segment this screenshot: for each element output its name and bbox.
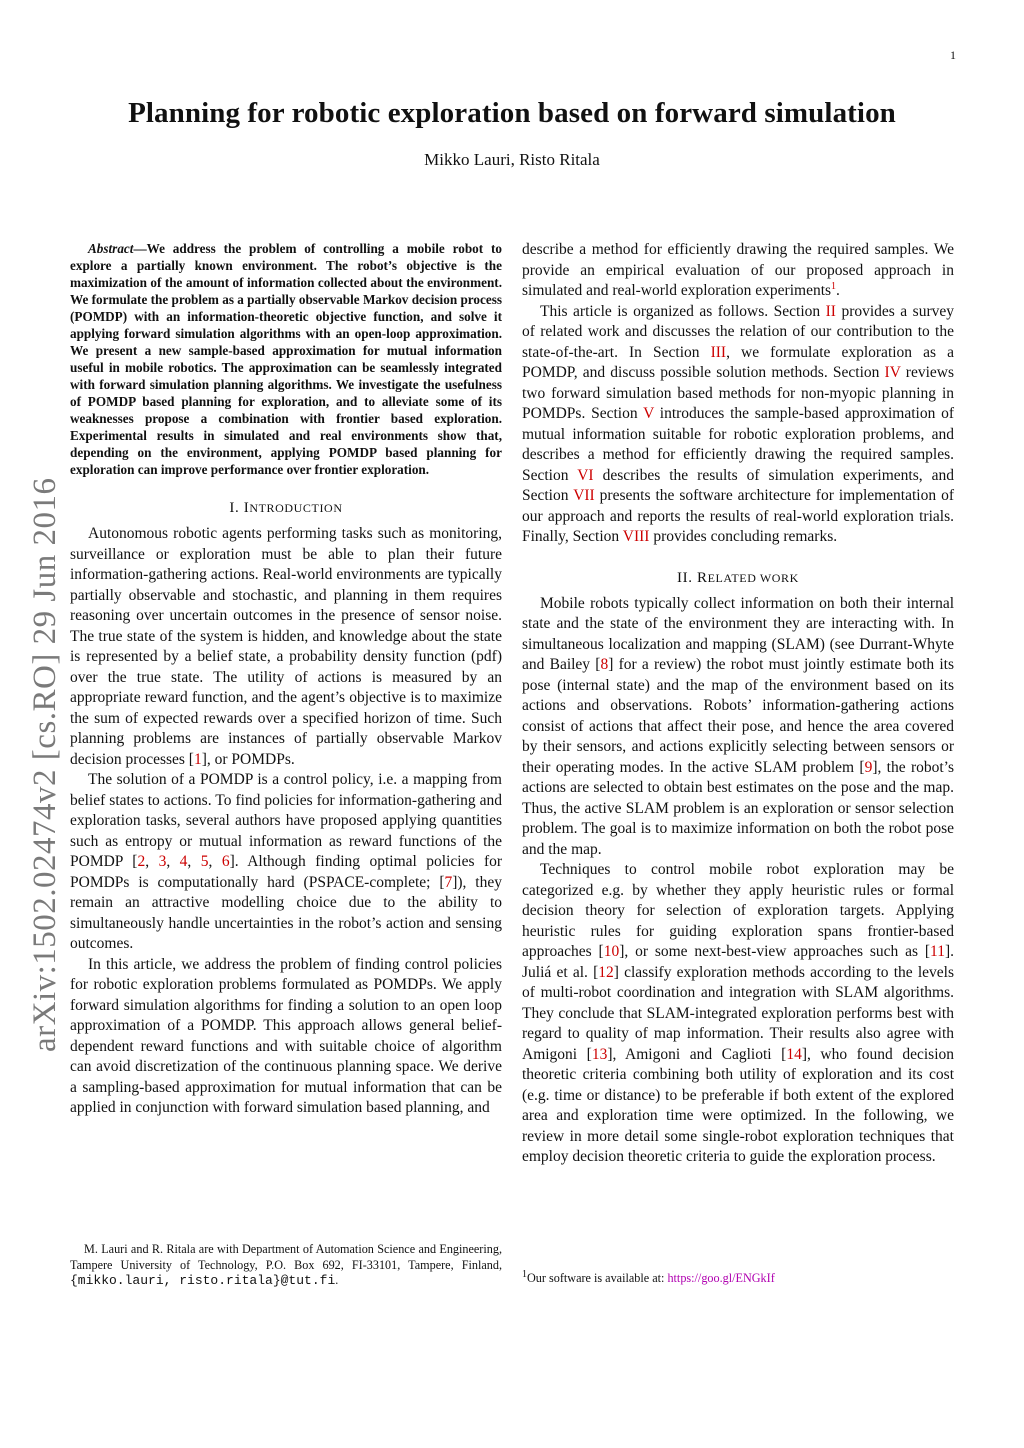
section-link[interactable]: VI xyxy=(577,466,594,484)
right-column xyxy=(522,240,954,1168)
section-link[interactable]: III xyxy=(710,343,727,361)
software-footnote: $^1$Our software is available at: https://goo.gl/ENGkIf xyxy=(522,1268,775,1285)
citation-link[interactable]: 6 xyxy=(221,853,230,870)
footnote-marker[interactable]: 1 xyxy=(831,280,837,292)
citation-link[interactable]: 9 xyxy=(864,758,873,776)
citation-link[interactable]: 1 xyxy=(193,750,202,768)
abstract-dash: — xyxy=(133,241,147,256)
citation-link[interactable]: 3 xyxy=(158,853,167,870)
citation-link[interactable]: 2 xyxy=(137,853,146,870)
intro-paragraph-2: The solution of a POMDP is a control policy, i.e. a mapping from belief states to actions. To find policies for information-gathering and exploration tasks, several authors have proposed applying quantities such as entropy or mutual information as reward functions of the POMDP [2, 3, 4, 5, 6]. Although finding optimal policies for POMDPs is computationally hard (PSPACE-complete; [7]), they remain an attractive modelling choice due to the ability to simultaneously handle uncertainties in the robot’s action and sensing outcomes. xyxy=(70,771,503,952)
related-work-paragraph-1: Mobile robots typically collect information on both their internal state and the state of the environment they are interacting with. In simultaneous localization and mapping (SLAM) (see Durrant-Whyte and Bailey [8] for a review) the robot must jointly estimate both its pose (internal state) and the map of the environment based on its actions and observations. Robots’ information-gathering actions consist of actions that affect their pose, and hence the area covered by their sensors, and actions explicitly selecting between sensors or their operating modes. In the active SLAM problem [9], the robot’s actions are selected to obtain best estimates on the pose and the map. Thus, the active SLAM problem is an exploration or sensor selection problem. The goal is to maximize information on both the robot pose and the map. xyxy=(522,594,954,858)
intro-paragraph-1: Autonomous robotic agents performing tasks such as monitoring, surveillance or exploration must be able to plan their future information-gathering actions. Real-world environments are typically partially observable and stochastic, and planning in them requires reasoning over uncertain outcomes in the presence of sensor noise. The true state of the system is hidden, and knowledge about the state is represented by a belief state, a probability density function (pdf) over the true state. The utility of actions is measured by an appropriate reward function, and the agent’s objective is to maximize the sum of expected rewards over a specified horizon of time. Such planning problems are instances of partially observable Markov decision processes [1], or POMDPs. xyxy=(70,525,502,768)
abstract-text: We address the problem of controlling a mobile robot to explore a partially known environment. The robot’s objective is the maximization of the amount of information collected about the environment. We formulate the problem as a partially observable Markov decision process (POMDP) with an information-theoretic objective function, and solve it applying forward simulation algorithms with an open-loop approximation. We present a new sample-based approximation for mutual information useful in mobile robotics. The approximation can be seamlessly integrated with forward simulation planning algorithms. We investigate the usefulness of POMDP based planning for exploration, and to alleviate some of its weaknesses propose a combination with frontier based exploration. Experimental results in simulated and real environments show that, depending on the environment, applying POMDP based planning for exploration can improve performance over frontier exploration. xyxy=(70,241,502,477)
section-link[interactable]: V xyxy=(643,405,654,422)
citation-link[interactable]: 13 xyxy=(591,1045,608,1063)
author-emails: {mikko.lauri, risto.ritala}@tut.fi xyxy=(70,1273,336,1288)
citation-link[interactable]: 11 xyxy=(930,943,945,960)
section-heading-related-work: II. RELATED WORK xyxy=(677,569,799,586)
footnote-number: 1 xyxy=(522,1268,527,1280)
citation-link[interactable]: 8 xyxy=(600,656,609,673)
citation-link[interactable]: 14 xyxy=(786,1045,802,1063)
related-work-paragraph-2: Techniques to control mobile robot exploration may be categorized e.g. by whether they apply heuristic rules or formal decision theory for selection of exploration targets. Applying heuristic rules for guiding exploration spans frontier-based approaches [10], or some next-best-view approaches such as [11]. Juliá et al. [12] classify exploration methods according to the levels of multi-robot coordination and integration with SLAM algorithms. They conclude that SLAM-integrated exploration performs best with regard to quality of map information. Their results also agree with Amigoni [13], Amigoni and Caglioti [14], who found decision theoretic criteria combining both utility of exploration and its cost (e.g. time or distance) to be preferable if both extent of the explored area and exploration time were optimized. In the following, we review in more detail some single-robot exploration techniques that employ decision theoretic criteria to guide the exploration process. xyxy=(522,861,955,1165)
citation-link[interactable]: 7 xyxy=(444,873,453,891)
affiliation-footnote: M. Lauri and R. Ritala are with Department of Automation Science and Engineering, Tampere University of Technology, P.O. Box 692, FI-33101, Tampere, Finland, {mikko.lauri, risto.ritala}@tut.fi. xyxy=(70,1242,502,1288)
intro-paragraph-3-continued: describe a method for efficiently drawing the required samples. We provide an empirical evaluation of our proposed approach in simulated and real-world exploration experiments$^1$. xyxy=(522,241,954,299)
paper-title: Planning for robotic exploration based on forward simulation xyxy=(128,97,896,129)
abstract xyxy=(70,240,502,478)
abstract-label: Abstract xyxy=(88,241,134,256)
page-number: 1 xyxy=(950,48,956,62)
organization-paragraph: This article is organized as follows. Section II provides a survey of related work and discusses the relation of our contribution to the state-of-the-art. In Section III, we formulate exploration as a POMDP, and discuss possible solution methods. Section IV reviews two forward simulation based methods for non-myopic planning in POMDPs. Section V introduces the sample-based approximation of mutual information suitable for robotic exploration problems, and describes a method for efficiently drawing the required samples. Section VI describes the results of simulation experiments, and Section VII presents the software architecture for implementation of our approach and reports the results of real-world exploration trials. Finally, Section VIII provides concluding remarks. xyxy=(522,302,955,545)
section-link[interactable]: IV xyxy=(884,364,901,381)
paper-authors: Mikko Lauri, Risto Ritala xyxy=(424,150,600,169)
citation-link[interactable]: 5 xyxy=(200,853,209,870)
left-column xyxy=(70,240,502,1119)
section-link[interactable]: VIII xyxy=(622,528,650,545)
arxiv-identifier: arXiv:1502.02474v2 [cs.RO] 29 Jun 2016 xyxy=(27,477,63,1052)
software-link[interactable]: https://goo.gl/ENGkIf xyxy=(667,1271,775,1285)
citation-link[interactable]: 12 xyxy=(598,963,614,981)
section-link[interactable]: II xyxy=(825,302,836,320)
section-heading-introduction: I. INTRODUCTION xyxy=(229,500,343,516)
citation-link[interactable]: 4 xyxy=(179,853,188,870)
intro-paragraph-3: In this article, we address the problem of finding control policies for robotic exploration problems formulated as POMDPs. We apply forward simulation algorithms for finding a solution to an open loop approximation of a POMDP. This approach allows general belief-dependent reward functions and with suitable choice of algorithm can avoid discretization of the continuous planning space. We derive a sampling-based approximation for mutual information that can be applied in conjunction with forward simulation based planning, and xyxy=(70,955,502,1116)
section-link[interactable]: VII xyxy=(573,487,595,504)
citation-link[interactable]: 10 xyxy=(603,943,620,960)
